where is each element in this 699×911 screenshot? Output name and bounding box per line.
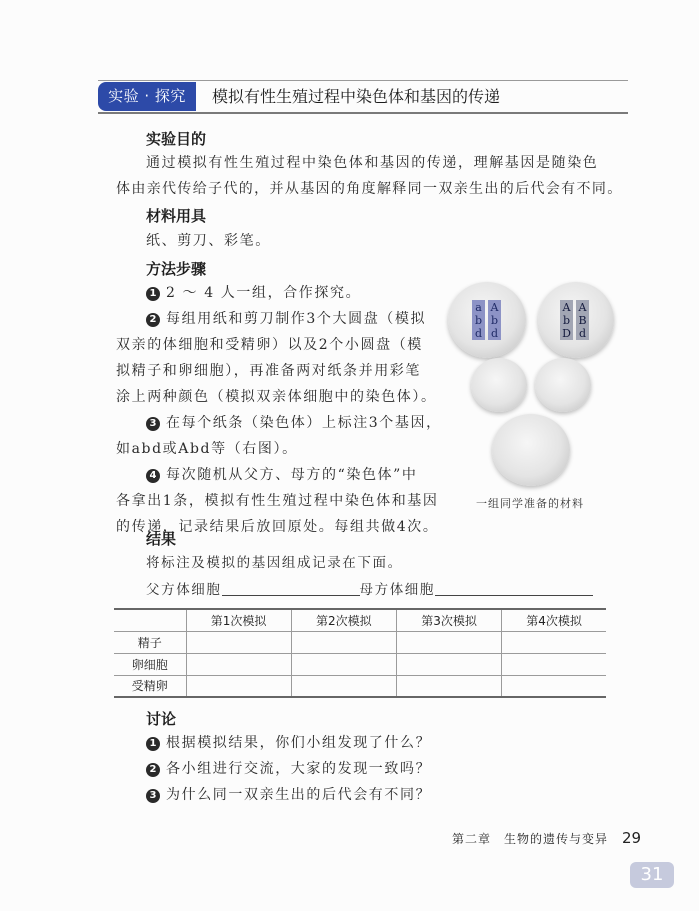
table-cell[interactable] bbox=[502, 675, 606, 697]
small-disc-sperm bbox=[471, 358, 527, 412]
step-2-line-4: 涂上两种颜色（模拟双亲体细胞中的染色体）。 bbox=[116, 389, 437, 405]
step-3-line-2: 如abd或Abd等（右图）。 bbox=[116, 441, 298, 457]
chapter-title: 第二章 生物的遗传与变异 bbox=[452, 832, 609, 846]
table-cell[interactable] bbox=[186, 631, 291, 653]
column-header: 第3次模拟 bbox=[396, 609, 501, 631]
table-cell[interactable] bbox=[291, 631, 396, 653]
discussion-item-2: 2 各小组进行交流，大家的发现一致吗？ bbox=[146, 756, 431, 782]
table-cell[interactable] bbox=[291, 675, 396, 697]
simulation-record-table bbox=[114, 608, 606, 698]
chromosome-strip: a b d bbox=[472, 300, 485, 340]
step-1: 1 2 ～ 4 人一组，合作探究。 bbox=[146, 280, 361, 306]
table-cell[interactable] bbox=[186, 653, 291, 675]
chromosome-strip: A b D bbox=[560, 300, 573, 340]
column-header: 第2次模拟 bbox=[291, 609, 396, 631]
purpose-line-1: 通过模拟有性生殖过程中染色体和基因的传递，理解基因是随染色 bbox=[146, 155, 599, 171]
column-header: 第4次模拟 bbox=[502, 609, 606, 631]
results-text: 将标注及模拟的基因组成记录在下面。 bbox=[146, 555, 403, 571]
header-rule-top bbox=[98, 80, 628, 81]
step-4-line-2: 各拿出1条，模拟有性生殖过程中染色体和基因 bbox=[116, 493, 439, 509]
number-badge-icon: 2 bbox=[146, 313, 160, 327]
father-cell-label: 父方体细胞 bbox=[146, 582, 222, 598]
experiment-tag: 实验 · 探究 bbox=[98, 82, 196, 111]
purpose-heading: 实验目的 bbox=[146, 130, 207, 148]
discussion-heading: 讨论 bbox=[146, 710, 177, 728]
table-row bbox=[114, 653, 606, 675]
experiment-title: 模拟有性生殖过程中染色体和基因的传递 bbox=[212, 87, 501, 106]
results-heading: 结果 bbox=[146, 530, 177, 548]
step-3-line-1: 3 在每个纸条（染色体）上标注3个基因， bbox=[146, 410, 442, 436]
materials-heading: 材料用具 bbox=[146, 207, 207, 225]
table-cell[interactable] bbox=[396, 675, 501, 697]
number-badge-icon: 1 bbox=[146, 737, 160, 751]
table-corner bbox=[114, 609, 186, 631]
row-label: 受精卵 bbox=[114, 675, 186, 697]
father-genotype-blank[interactable] bbox=[222, 580, 360, 596]
purpose-line-2: 体由亲代传给子代的，并从基因的角度解释同一双亲生出的后代会有不同。 bbox=[116, 181, 623, 197]
materials-figure bbox=[444, 278, 634, 518]
page-footer bbox=[452, 829, 641, 847]
step-2-line-3: 拟精子和卵细胞），再准备两对纸条并用彩笔 bbox=[116, 363, 421, 379]
table-row bbox=[114, 631, 606, 653]
table-cell[interactable] bbox=[396, 653, 501, 675]
page-number: 29 bbox=[622, 829, 642, 847]
column-header: 第1次模拟 bbox=[186, 609, 291, 631]
table-cell[interactable] bbox=[186, 675, 291, 697]
mother-cell-label: 母方体细胞 bbox=[359, 582, 435, 598]
number-badge-icon: 3 bbox=[146, 417, 160, 431]
number-badge-icon: 2 bbox=[146, 763, 160, 777]
row-label: 精子 bbox=[114, 631, 186, 653]
figure-caption: 一组同学准备的材料 bbox=[476, 497, 584, 510]
step-2-line-2: 双亲的体细胞和受精卵）以及2个小圆盘（模 bbox=[116, 337, 423, 353]
discussion-item-3: 3 为什么同一双亲生出的后代会有不同？ bbox=[146, 782, 431, 808]
table-cell[interactable] bbox=[502, 653, 606, 675]
mother-genotype-blank[interactable] bbox=[435, 580, 593, 596]
chromosome-strip: A B d bbox=[576, 300, 589, 340]
step-4-line-1: 4 每次随机从父方、母方的“染色体”中 bbox=[146, 462, 418, 488]
chromosome-strip: A b d bbox=[488, 300, 501, 340]
step-4-line-3: 的传递，记录结果后放回原处。每组共做4次。 bbox=[116, 519, 439, 535]
materials-text: 纸、剪刀、彩笔。 bbox=[146, 233, 271, 249]
small-disc-egg bbox=[535, 358, 591, 412]
large-disc-zygote bbox=[492, 414, 570, 486]
steps-heading: 方法步骤 bbox=[146, 260, 207, 278]
table-cell[interactable] bbox=[291, 653, 396, 675]
step-2-line-1: 2 每组用纸和剪刀制作3个大圆盘（模拟 bbox=[146, 306, 426, 332]
viewer-page-indicator[interactable]: 31 bbox=[630, 862, 674, 888]
large-disc-mother bbox=[538, 282, 614, 358]
table-cell[interactable] bbox=[502, 631, 606, 653]
table-header-row bbox=[114, 609, 606, 631]
section-header bbox=[98, 80, 628, 114]
row-label: 卵细胞 bbox=[114, 653, 186, 675]
large-disc-father bbox=[448, 282, 526, 358]
number-badge-icon: 4 bbox=[146, 469, 160, 483]
table-row bbox=[114, 675, 606, 697]
table-cell[interactable] bbox=[396, 631, 501, 653]
header-rule-bottom bbox=[98, 112, 628, 114]
number-badge-icon: 3 bbox=[146, 789, 160, 803]
discussion-item-1: 1 根据模拟结果，你们小组发现了什么？ bbox=[146, 730, 431, 756]
number-badge-icon: 1 bbox=[146, 287, 160, 301]
genotype-fill-line bbox=[146, 577, 593, 603]
